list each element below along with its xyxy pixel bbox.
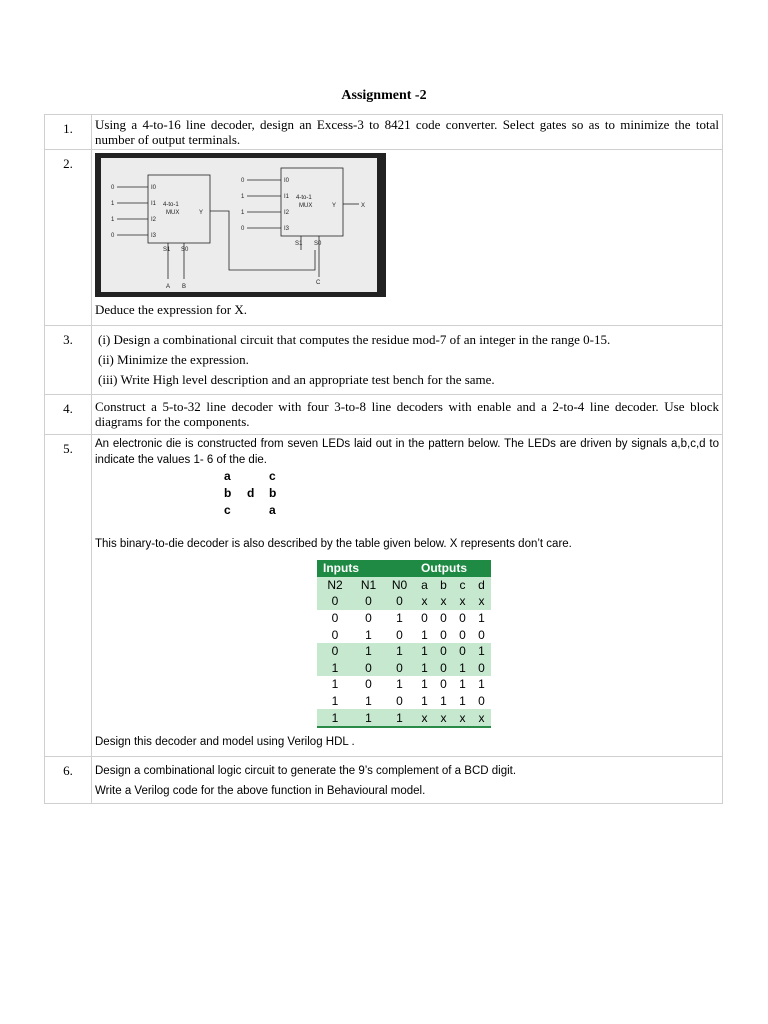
question-text: Construct a 5-to-32 line decoder with four 3-to-8 line decoders with enable and a 2-to-4 line decoder. Use block diagrams for the components. [92, 395, 723, 435]
table-cell: 0 [453, 626, 472, 643]
die-pattern [95, 468, 719, 524]
table-cell: 1 [353, 709, 384, 727]
question-line: (i) Design a combinational circuit that computes the residue mod-7 of an integer in the range 0-15. [98, 332, 611, 347]
die-led: c [224, 503, 231, 517]
table-cell: 1 [384, 709, 415, 727]
output-signal: X [361, 203, 366, 209]
mux-circuit-diagram [95, 153, 386, 297]
table-cell: x [453, 593, 472, 610]
question-number: 5. [45, 435, 92, 757]
table-cell: 0 [415, 610, 434, 627]
question-text: An electronic die is constructed from seven LEDs laid out in the pattern below. The LEDs are driven by signals a,b,c,d to indicate the values 1- 6 of the die. [95, 438, 719, 466]
mux1-in-value: 0 [111, 185, 115, 191]
select-signal: C [316, 280, 321, 286]
table-cell: 0 [384, 593, 415, 610]
mux2-in-value: 0 [241, 226, 245, 232]
table-cell: 0 [434, 643, 453, 660]
die-led: b [224, 486, 232, 500]
table-cell: 1 [472, 610, 491, 627]
table-cell: 0 [317, 610, 353, 627]
mux1-input-label: I1 [151, 201, 157, 207]
question-body [92, 756, 723, 803]
mux2-input-label: I2 [284, 210, 290, 216]
table-cell: 0 [434, 676, 453, 693]
die-led: d [247, 486, 255, 500]
mux1-input-label: I3 [151, 233, 157, 239]
table-cell: 1 [317, 676, 353, 693]
mux1-select-label: S1 [163, 247, 171, 253]
table-cell: 1 [384, 676, 415, 693]
table-cell: 0 [353, 676, 384, 693]
question-row [45, 756, 723, 803]
table-row [317, 643, 491, 660]
table-cell: 1 [415, 693, 434, 710]
mux-circuit-svg [95, 153, 386, 297]
table-cell: 1 [317, 709, 353, 727]
table-cell: x [453, 709, 472, 727]
table-cell: 0 [472, 626, 491, 643]
table-row [317, 610, 491, 627]
table-cell: 1 [384, 643, 415, 660]
question-text: Deduce the expression for X. [95, 302, 247, 317]
select-signal: B [182, 284, 187, 290]
table-cell: 1 [453, 676, 472, 693]
table-cell: 1 [453, 693, 472, 710]
table-cell: 0 [434, 660, 453, 677]
question-line: Write a Verilog code for the above function in Behavioural model. [95, 784, 426, 797]
truth-table [317, 560, 491, 728]
question-line: Design a combinational logic circuit to generate the 9’s complement of a BCD digit. [95, 764, 517, 777]
table-cell: 1 [353, 643, 384, 660]
table-group-header: Outputs [415, 560, 491, 577]
mux2-output-label: Y [332, 203, 337, 209]
mux1-in-value: 1 [111, 201, 115, 207]
table-cell: x [434, 593, 453, 610]
table-cell: 1 [415, 660, 434, 677]
die-led: b [269, 486, 277, 500]
mux1-label: 4-to-1 [163, 202, 179, 208]
table-cell: 1 [415, 643, 434, 660]
mux2-in-value: 0 [241, 178, 245, 184]
table-row [317, 660, 491, 677]
table-cell: 0 [453, 610, 472, 627]
table-cell: x [472, 593, 491, 610]
question-number: 3. [45, 326, 92, 395]
mux2-select-label: S1 [295, 241, 303, 247]
table-cell: x [415, 593, 434, 610]
assignment-table [44, 114, 723, 804]
question-text: Using a 4-to-16 line decoder, design an Excess-3 to 8421 code converter. Select gates so as to minimize the total number of output terminals. [92, 115, 723, 150]
table-cell: 1 [317, 693, 353, 710]
table-cell: x [434, 709, 453, 727]
question-text: Design this decoder and model using Verilog HDL . [95, 735, 355, 748]
question-line: (ii) Minimize the expression. [98, 352, 249, 367]
table-cell: 1 [317, 660, 353, 677]
table-cell: 1 [353, 693, 384, 710]
table-cell: 1 [472, 676, 491, 693]
mux1-output-label: Y [199, 210, 204, 216]
question-number: 4. [45, 395, 92, 435]
table-cell: 0 [472, 693, 491, 710]
table-row [317, 709, 491, 727]
question-row [45, 326, 723, 395]
table-row [317, 676, 491, 693]
table-cell: 1 [434, 693, 453, 710]
table-group-header: Inputs [317, 560, 415, 577]
table-cell: 0 [384, 693, 415, 710]
table-cell: 1 [453, 660, 472, 677]
mux2-label: 4-to-1 [296, 195, 312, 201]
mux2-label: MUX [299, 203, 313, 209]
table-cell: 0 [317, 643, 353, 660]
question-body [92, 435, 723, 757]
table-cell: 0 [434, 626, 453, 643]
table-cell: 0 [384, 660, 415, 677]
table-cell: x [472, 709, 491, 727]
question-number: 6. [45, 756, 92, 803]
table-cell: 0 [317, 626, 353, 643]
question-line: (iii) Write High level description and an appropriate test bench for the same. [98, 372, 495, 387]
question-row [45, 435, 723, 757]
column-header: b [434, 577, 453, 594]
question-row [45, 150, 723, 326]
mux1-in-value: 0 [111, 233, 115, 239]
table-cell: 0 [472, 660, 491, 677]
table-cell: 1 [415, 626, 434, 643]
mux2-in-value: 1 [241, 194, 245, 200]
die-led: c [269, 469, 276, 483]
table-cell: 1 [353, 626, 384, 643]
mux1-select-label: S0 [181, 247, 189, 253]
mux2-in-value: 1 [241, 210, 245, 216]
mux2-input-label: I3 [284, 226, 290, 232]
question-number: 2. [45, 150, 92, 326]
die-led: a [224, 469, 231, 483]
page-title: Assignment -2 [341, 88, 427, 103]
question-body [92, 150, 723, 326]
table-cell: 1 [415, 676, 434, 693]
table-cell: 1 [384, 610, 415, 627]
die-led: a [269, 503, 276, 517]
table-cell: 0 [434, 610, 453, 627]
mux2-input-label: I1 [284, 194, 290, 200]
table-row [317, 693, 491, 710]
mux1-in-value: 1 [111, 217, 115, 223]
question-text: This binary-to-die decoder is also described by the table given below. X represents don’t care. [95, 538, 572, 550]
column-header: N1 [353, 577, 384, 594]
table-cell: 0 [353, 610, 384, 627]
table-cell: 0 [453, 643, 472, 660]
question-row [45, 115, 723, 150]
column-header: N2 [317, 577, 353, 594]
table-cell: 0 [317, 593, 353, 610]
column-header: a [415, 577, 434, 594]
table-row [317, 626, 491, 643]
column-header: d [472, 577, 491, 594]
mux2-input-label: I0 [284, 178, 290, 184]
question-number: 1. [45, 115, 92, 150]
diagram-background [101, 158, 377, 292]
table-row [317, 593, 491, 610]
mux1-input-label: I0 [151, 185, 157, 191]
table-cell: 0 [353, 593, 384, 610]
mux1-input-label: I2 [151, 217, 157, 223]
mux1-label: MUX [166, 210, 180, 216]
select-signal: A [166, 284, 171, 290]
table-cell: x [415, 709, 434, 727]
question-body [92, 326, 723, 395]
column-header: c [453, 577, 472, 594]
question-row [45, 395, 723, 435]
column-header: N0 [384, 577, 415, 594]
table-cell: 0 [384, 626, 415, 643]
mux2-select-label: S0 [314, 241, 322, 247]
table-cell: 1 [472, 643, 491, 660]
table-cell: 0 [353, 660, 384, 677]
